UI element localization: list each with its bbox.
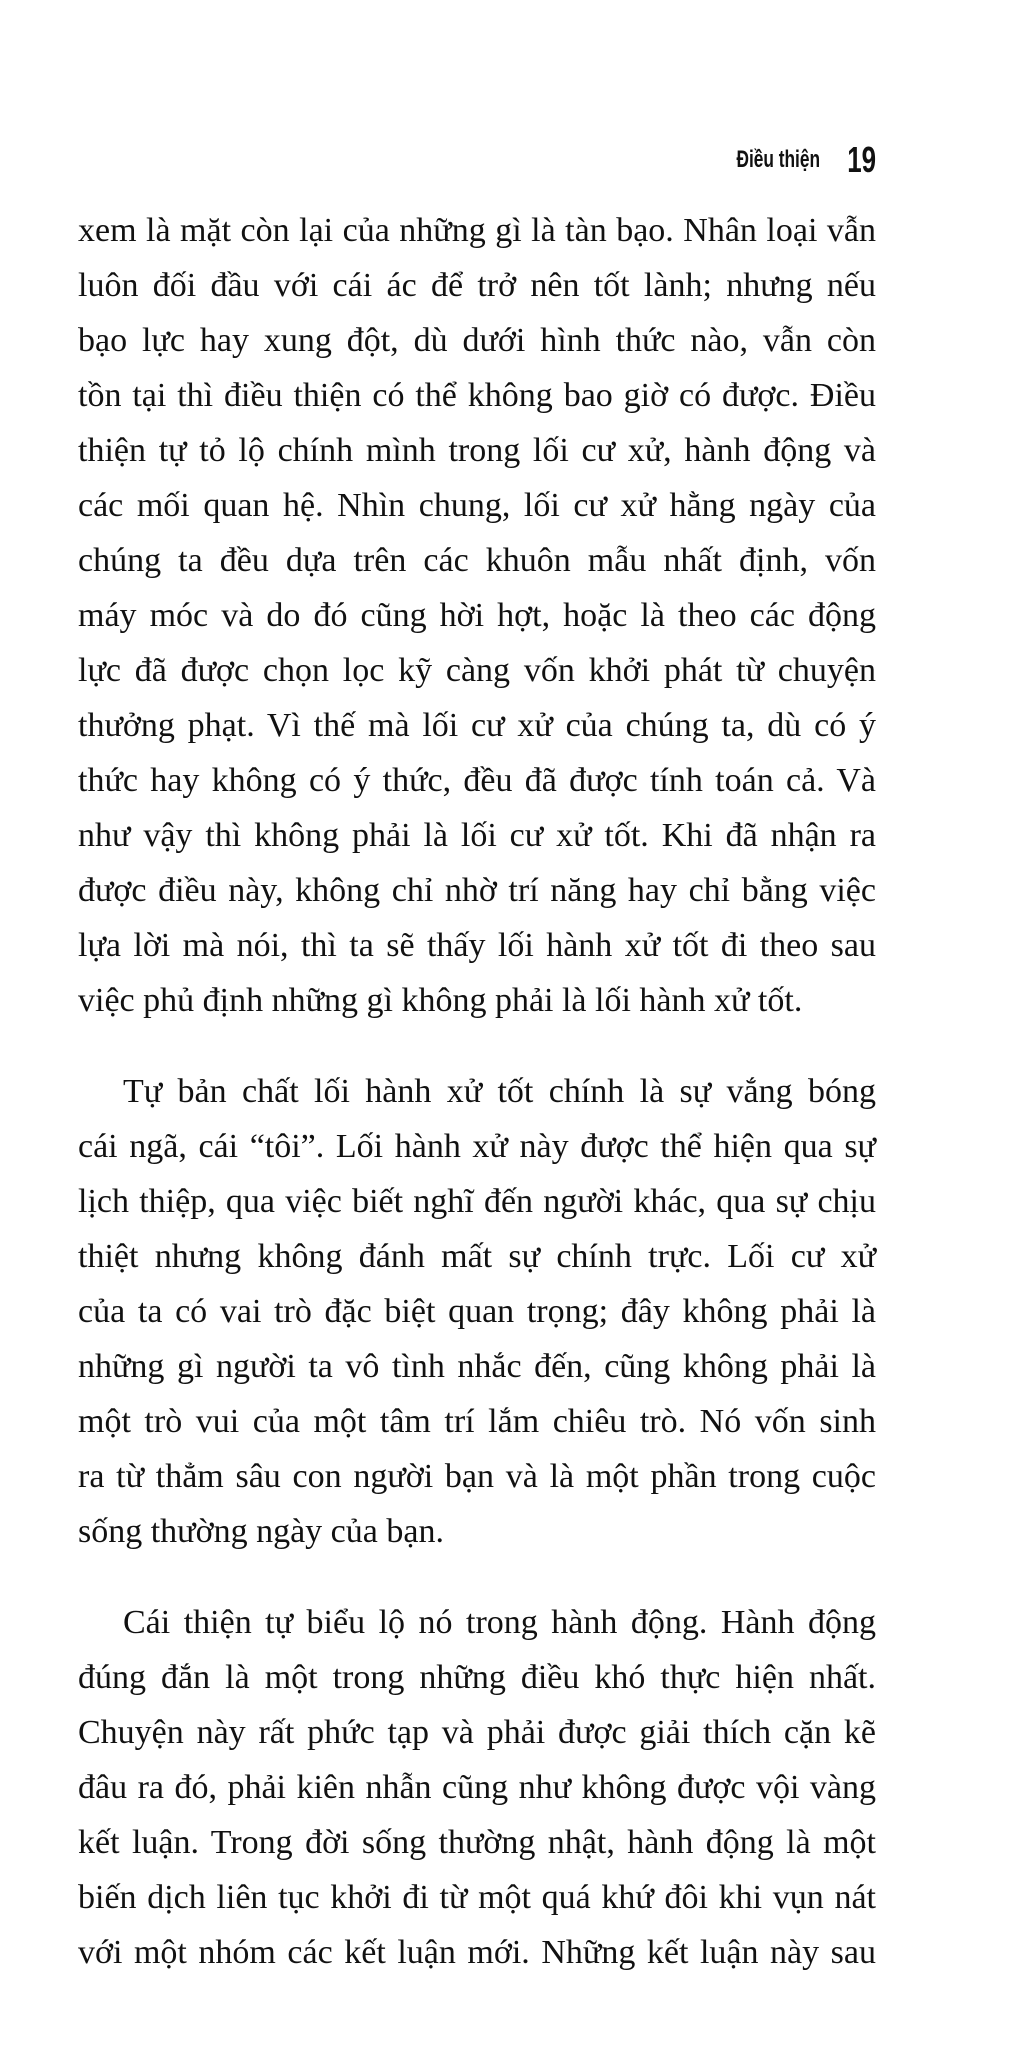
page-number: 19 (847, 139, 876, 180)
text-line: thiện tự tỏ lộ chính mình trong lối cư xử, hành động và (78, 432, 876, 469)
text-line: thức hay không có ý thức, đều đã được tính toán cả. Và (78, 762, 876, 799)
text-line: biến dịch liên tục khởi đi từ một quá khứ đôi khi vụn nát (78, 1879, 876, 1916)
text-line: kết luận. Trong đời sống thường nhật, hành động là một (78, 1824, 876, 1861)
text-line: sống thường ngày của bạn. (78, 1513, 444, 1550)
text-line: ra từ thẳm sâu con người bạn và là một phần trong cuộc (78, 1458, 876, 1495)
text-line: cái ngã, cái “tôi”. Lối hành xử này được thể hiện qua sự (78, 1128, 876, 1165)
running-header (704, 140, 876, 180)
text-line: Chuyện này rất phức tạp và phải được giải thích cặn kẽ (78, 1714, 876, 1751)
text-line: lịch thiệp, qua việc biết nghĩ đến người khác, qua sự chịu (78, 1183, 876, 1220)
text-line: lực đã được chọn lọc kỹ càng vốn khởi phát từ chuyện (78, 652, 876, 689)
text-line: máy móc và do đó cũng hời hợt, hoặc là theo các động (78, 597, 876, 634)
text-line: Cái thiện tự biểu lộ nó trong hành động. Hành động (123, 1604, 876, 1641)
text-line: như vậy thì không phải là lối cư xử tốt. Khi đã nhận ra (78, 817, 876, 854)
text-line: với một nhóm các kết luận mới. Những kết luận này sau (78, 1934, 876, 1971)
text-line: bạo lực hay xung đột, dù dưới hình thức nào, vẫn còn (78, 322, 876, 359)
text-line: xem là mặt còn lại của những gì là tàn bạo. Nhân loại vẫn (78, 212, 876, 249)
text-line: của ta có vai trò đặc biệt quan trọng; đây không phải là (78, 1293, 876, 1330)
text-line: đúng đắn là một trong những điều khó thực hiện nhất. (78, 1659, 876, 1696)
text-line: một trò vui của một tâm trí lắm chiêu trò. Nó vốn sinh (78, 1403, 876, 1440)
text-line: thưởng phạt. Vì thế mà lối cư xử của chúng ta, dù có ý (78, 707, 876, 744)
text-line: luôn đối đầu với cái ác để trở nên tốt lành; nhưng nếu (78, 267, 876, 304)
text-line: đâu ra đó, phải kiên nhẫn cũng như không được vội vàng (78, 1769, 876, 1806)
text-line: những gì người ta vô tình nhắc đến, cũng không phải là (78, 1348, 876, 1385)
text-line: Tự bản chất lối hành xử tốt chính là sự vắng bóng (123, 1073, 876, 1110)
text-line: thiệt nhưng không đánh mất sự chính trực. Lối cư xử (78, 1238, 876, 1275)
text-line: tồn tại thì điều thiện có thể không bao giờ có được. Điều (78, 377, 876, 414)
text-line: việc phủ định những gì không phải là lối hành xử tốt. (78, 982, 803, 1019)
chapter-title: Điều thiện (736, 146, 820, 173)
text-line: chúng ta đều dựa trên các khuôn mẫu nhất định, vốn (78, 542, 876, 579)
text-line: được điều này, không chỉ nhờ trí năng hay chỉ bằng việc (78, 872, 876, 909)
text-line: các mối quan hệ. Nhìn chung, lối cư xử hằng ngày của (78, 487, 876, 524)
text-line: lựa lời mà nói, thì ta sẽ thấy lối hành xử tốt đi theo sau (78, 927, 876, 964)
